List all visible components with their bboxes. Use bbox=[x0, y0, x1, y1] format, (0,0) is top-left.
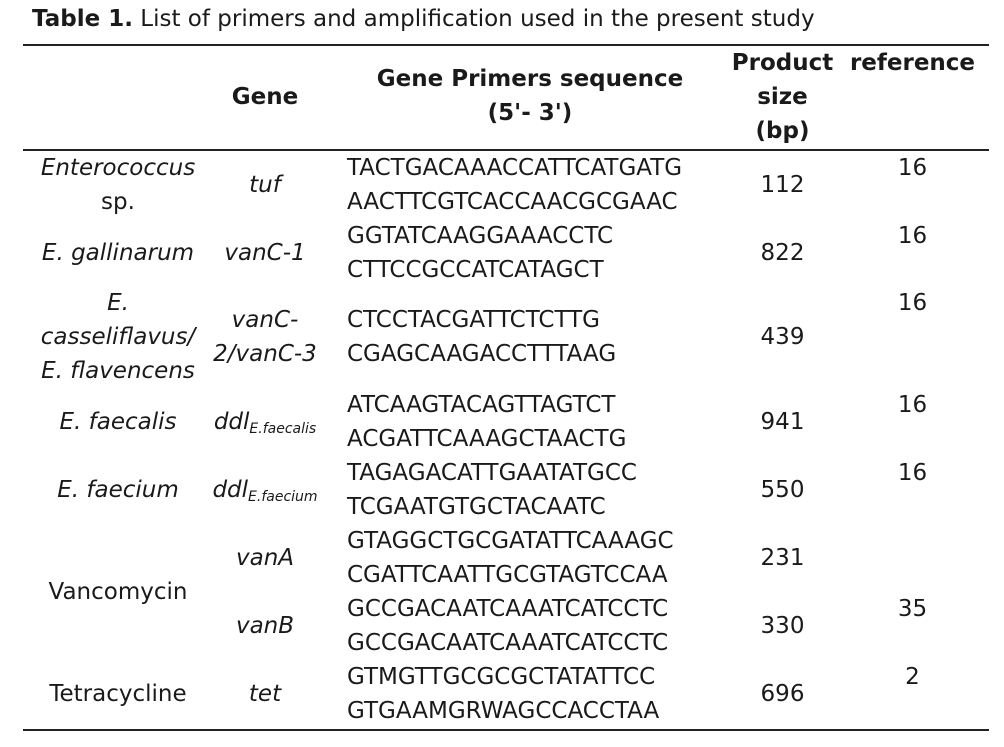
size-cell: 439 bbox=[760, 324, 805, 350]
bottom-rule bbox=[23, 729, 989, 731]
reference-cell: 16 bbox=[897, 392, 928, 418]
organism-cell: E. gallinarum bbox=[41, 240, 195, 266]
size-cell: 550 bbox=[760, 477, 805, 503]
organism-cell bbox=[23, 151, 213, 185]
organism-line: sp. bbox=[101, 189, 135, 215]
size-cell: 330 bbox=[760, 613, 805, 639]
primer-sequence: GCCGACAATCAAATCATCCTC bbox=[347, 630, 669, 656]
reference-cell: 16 bbox=[897, 290, 928, 316]
size-cell: 696 bbox=[760, 681, 805, 707]
gene-line: 2/vanC-3 bbox=[213, 341, 317, 367]
primer-sequence: GTAGGCTGCGATATTCAAAGC bbox=[347, 528, 674, 554]
size-cell: 941 bbox=[760, 409, 805, 435]
header-size-line3: (bp) bbox=[755, 118, 810, 144]
organism-line: E. bbox=[107, 290, 129, 316]
size-cell: 822 bbox=[760, 240, 805, 266]
header-size bbox=[720, 46, 845, 148]
gene-cell bbox=[205, 405, 325, 446]
header-gene: Gene bbox=[231, 84, 299, 110]
primer-sequence: CGAGCAAGACCTTTAAG bbox=[347, 341, 617, 367]
gene-cell: tet bbox=[248, 681, 282, 707]
primer-sequence: GTGAAMGRWAGCCACCTAA bbox=[347, 698, 660, 724]
header-primers bbox=[340, 62, 720, 130]
header-size-line2: size bbox=[757, 84, 808, 110]
table-caption bbox=[32, 6, 815, 32]
gene-cell: vanB bbox=[235, 613, 295, 639]
gene-subscript: E.faecium bbox=[248, 489, 318, 505]
organism-cell bbox=[23, 286, 213, 388]
header-reference: reference bbox=[849, 50, 976, 76]
organism-cell: Vancomycin bbox=[48, 579, 188, 605]
primer-sequence: AACTTCGTCACCAACGCGAAC bbox=[347, 189, 678, 215]
primer-sequence: TAGAGACATTGAATATGCC bbox=[347, 460, 637, 486]
caption-text: List of primers and amplification used in the present study bbox=[140, 6, 815, 32]
reference-cell: 2 bbox=[905, 664, 920, 690]
header-primers-line2: (5'- 3') bbox=[487, 100, 573, 126]
primer-sequence: ATCAAGTACAGTTAGTCT bbox=[347, 392, 616, 418]
gene-base: ddl bbox=[213, 409, 250, 435]
primer-sequence: GTMGTTGCGCGCTATATTCC bbox=[347, 664, 656, 690]
reference-cell: 35 bbox=[897, 596, 928, 622]
primer-sequence: CTCCTACGATTCTCTTG bbox=[347, 307, 600, 333]
primer-sequence: GGTATCAAGGAAACCTC bbox=[347, 223, 614, 249]
organism-line: Enterococcus bbox=[40, 155, 196, 181]
gene-line: vanC- bbox=[231, 307, 299, 333]
size-cell: 112 bbox=[760, 172, 805, 198]
organism-cell bbox=[23, 185, 213, 219]
header-size-line1: Product bbox=[731, 50, 834, 76]
gene-subscript: E.faecalis bbox=[249, 421, 317, 437]
size-cell: 231 bbox=[760, 545, 805, 571]
gene-cell bbox=[205, 303, 325, 371]
header-primers-line1: Gene Primers sequence bbox=[376, 66, 684, 92]
reference-cell: 16 bbox=[897, 223, 928, 249]
primer-sequence: GCCGACAATCAAATCATCCTC bbox=[347, 596, 669, 622]
primer-sequence: TCGAATGTGCTACAATC bbox=[347, 494, 606, 520]
primer-sequence: ACGATTCAAAGCTAACTG bbox=[347, 426, 627, 452]
gene-base: ddl bbox=[212, 477, 249, 503]
gene-cell: tuf bbox=[249, 172, 281, 198]
organism-line: E. flavencens bbox=[41, 358, 195, 384]
organism-cell: E. faecium bbox=[57, 477, 179, 503]
reference-cell: 16 bbox=[897, 460, 928, 486]
gene-cell bbox=[205, 473, 325, 514]
organism-cell: E. faecalis bbox=[59, 409, 177, 435]
organism-line: casseliflavus/ bbox=[40, 324, 196, 350]
organism-cell: Tetracycline bbox=[49, 681, 187, 707]
reference-cell: 16 bbox=[897, 155, 928, 181]
gene-cell: vanA bbox=[235, 545, 295, 571]
primer-sequence: TACTGACAAACCATTCATGATG bbox=[347, 155, 683, 181]
gene-cell: vanC-1 bbox=[224, 240, 306, 266]
caption-label: Table 1. bbox=[32, 6, 133, 32]
primer-sequence: CTTCCGCCATCATAGCT bbox=[347, 257, 604, 283]
primer-sequence: CGATTCAATTGCGTAGTCCAA bbox=[347, 562, 668, 588]
